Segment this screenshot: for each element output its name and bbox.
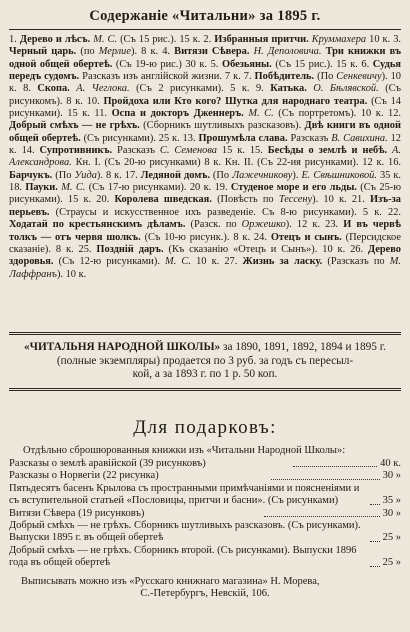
contents-segment: ). 12 к. 23. [285,219,344,231]
contents-segment: 15 к. 15. [216,145,268,157]
contents-segment: (Съ 25-ю рисунками). 15 к. 20. [9,182,401,206]
contents-segment: Пауки. [25,182,58,194]
contents-segment: (По [52,169,75,181]
contents-segment: М. С. [165,256,191,268]
order-address-line-1: Выписывать можно изъ «Русскаго книжнаго магазина» Н. Морева, [21,575,320,587]
contents-segment: М. С. [248,108,274,120]
contents-segment: 10 к. 27. [190,256,243,268]
gift-book-item [9,458,401,470]
contents-segment: (Персидское сказаніе). 8 к. 25. [9,231,401,255]
contents-segment: (Сборникъ шутливыхъ разсказовъ). [139,120,305,132]
contents-segment: (по [76,46,99,58]
notice-title: «ЧИТАЛЬНЯ НАРОДНОЙ ШКОЛЫ» [24,341,221,353]
contents-segment: (По [209,169,233,181]
contents-segment: Сенкевичу [336,71,382,83]
notice-line-3: кой, а за 1893 г. по 1 р. 50 коп. [132,368,278,380]
contents-segment: А. Александрова. [9,145,401,169]
contents-segment: (Разсказъ по [322,256,390,268]
contents-segment: Побѣдитель. [254,71,315,83]
contents-segment: Е. Свѣшниковой. [301,169,377,181]
notice-bottom-rule [9,388,401,391]
contents-segment: Разсказъ изъ англійской жизни. 7 к. 7. [79,71,255,83]
contents-segment: (Къ сказанію «Отецъ и Сынъ»). 10 к. 26. [163,243,368,255]
gift-book-price: 40 к. [380,457,402,469]
contents-segment: (Съ рисункомъ). 8 к. 10. [9,83,401,107]
contents-segment: Ледяной домъ. [140,169,210,181]
gift-book-price: 30 » [382,507,402,519]
contents-segment: (Съ 2 рисунками). 5 к. 9. [129,83,271,95]
contents-segment: (Съ 15 рис.). 15 к. 2. [117,34,215,45]
dot-leader [370,566,380,567]
gift-book-item [9,483,401,508]
page-title: Содержаніе «Читальни» за 1895 г. [89,8,321,24]
gifts-intro: Отдѣльно сброшюрованныя книжки изъ «Читальни Народной Школы»: [23,444,346,456]
contents-segment: Судья передъ судомъ. [9,58,401,83]
contents-segment: (Съ 14 рисунками). 15 к. 11. [9,95,401,120]
contents-segment: ). 8 к. 4. [131,46,175,58]
contents-segment: (Разск. по [185,219,242,231]
subscription-notice [11,341,399,382]
dot-leader [370,504,380,505]
gift-book-item [9,508,401,520]
contents-segment: (Съ рисунками). 25 к. 13. [80,132,199,144]
contents-segment: Поздній даръ. [96,243,164,255]
contents-segment: ). [292,169,302,181]
contents-segment: ). 10 к. 21. [312,194,370,206]
contents-segment: (Страусы и искусственное ихъ разведеніе. Съ 8-ю рисунками). 5 к. 22. [49,206,401,218]
contents-segment: М. Лаффранъ [9,256,401,280]
contents-segment: Тессену [278,194,313,206]
contents-segment: (Съ портретомъ). 10 к. 12. [273,108,401,120]
notice-line-2: (полные экземпляры) продается по 3 руб. за годъ съ пересыл- [56,354,354,367]
dot-leader [264,516,380,517]
contents-segment: (По [314,71,337,83]
contents-segment: (Съ 12-ю рисунками). [53,256,166,268]
contents-segment: ). 10 к. 8. [9,71,401,95]
notice-line-1: за 1890, 1891, 1892, 1894 и 1895 г. [220,341,386,353]
contents-segment: Катька. [270,83,307,95]
contents-segment: Витязи Сѣвера. [174,46,250,58]
contents-segment: Жизнь за ласку. [242,256,323,268]
contents-segment: Три книжки въ одной общей обертеѣ. [9,46,401,70]
contents-segment: (Съ 19-ю рис.) 30 к. 5. [112,58,222,70]
contents-segment: (Съ 17-ю рисунками). 20 к. 19. [85,182,231,194]
gift-book-title: Разсказы о Норвегіи (22 рисунка) [9,470,159,482]
gift-book-price: 30 » [382,470,402,482]
gift-book-title: Витязи Сѣвера (19 рисунковъ) [9,507,145,519]
contents-segment: Мерлие [98,46,131,58]
contents-segment: (Съ 10-ю рисунк.). 8 к. 24. [140,231,271,243]
gift-book-price: 25 » [382,557,401,569]
contents-segment: 35 к. 18. [9,169,401,194]
gift-book-item [9,470,401,482]
contents-segment: Разсказъ [287,132,332,144]
contents-segment: Дерево и лѣсъ. [19,34,91,45]
gift-book-price: 35 » [382,495,401,507]
contents-segment: М. С. [61,182,86,194]
contents-segment: Двѣ книги въ одной общей обертеѣ. [9,120,401,144]
contents-segment: С. Семенова [159,145,217,157]
contents-segment: Избранныя притчи. [214,34,309,45]
contents-segment: 1. [9,34,20,45]
gift-book-item [9,545,401,570]
contents-segment: ). 8 к. 17. [96,169,141,181]
top-rule [9,29,401,30]
contents-segment: Разсказъ [112,145,160,157]
contents-segment: (Повѣсть по [211,194,279,206]
contents-segment: Оржешко [241,219,286,231]
gifts-heading: Для подарковъ: [133,416,277,438]
contents-segment: О. Бѣлявской. [313,83,379,95]
gift-books-list [9,458,401,570]
contents-segment: Круммахера [311,34,367,45]
gift-book-title: Добрый смѣхъ — не грѣхъ. Сборникъ шутливыхъ разсказовъ. (Съ рисунками). Выпуски 1895 г. въ общей обертеѣ [9,519,361,544]
contents-segment: Лажечникову [232,169,293,181]
contents-segment: Изъ-за перьевъ. [9,194,401,218]
contents-segment: Кн. I. (Съ 20-ю рисунками) 8 к. Кн. II. (Съ 22-ия рисунками). 12 к. 16. [71,157,401,169]
gift-book-title: Пятьдесятъ басенъ Крылова съ пространными примѣчаніями и поясненіями и съ вступительной статьей «Пословицы, притчи и басни». (Съ рисунками) [9,482,360,507]
contents-segment: Супротивникъ. [39,145,113,157]
contents-segment: Королева шведская. [114,194,212,206]
order-address-line-2: С.-Петербургъ, Невскій, 106. [140,587,270,599]
contents-segment: ). 10 к. [56,268,87,280]
contents-segment: Отецъ и сынъ. [270,231,342,243]
contents-segment: В. Савихина. [331,132,388,144]
contents-segment: Скопа. [37,83,70,95]
contents-segment: 10 к. 3. [366,34,401,45]
contents-segment: Дерево здоровья. [9,243,401,268]
contents-segment: Студеное море и его льды. [230,182,357,194]
gift-book-title: Разсказы о землѣ аравійской (39 рисунковъ) [9,457,206,469]
contents-segment: Н. Деполовича. [253,46,322,58]
contents-segment: Добрый смѣхъ — не грѣхъ. [9,120,140,132]
contents-segment: М. С. [93,34,118,45]
contents-segment: Прошумѣла слава. [198,132,288,144]
contents-segment: 12 к. 14. [9,132,401,157]
dot-leader [293,466,377,467]
contents-segment: (Съ 15 рис.). 15 к. 6. [271,58,373,70]
contents-segment: Уида [74,169,97,181]
gift-book-item [9,520,401,545]
contents-segment: А. Чеглока. [76,83,130,95]
contents-segment: Обезьяны. [221,58,272,70]
contents-segment: Бесѣды о землѣ и небѣ. [267,145,388,157]
contents-segment: Пройдоха или Кто кого? Шутка для народнаго театра. [103,95,368,107]
contents-segment: Черный царь. [9,46,77,58]
contents-list [9,34,401,328]
contents-segment: Ходатай по крестьянскимъ дѣламъ. [9,219,186,231]
gift-book-title: Добрый смѣхъ — не грѣхъ. Сборникъ второй. (Съ рисунками). Выпуски 1896 года въ общей обертеѣ [9,544,357,569]
dot-leader [271,479,380,480]
dot-leader [370,541,380,542]
notice-top-rule [9,332,401,335]
contents-segment: Барчукъ. [9,169,53,181]
contents-segment: И въ червѣ толкъ — отъ червя шолкъ. [9,219,401,243]
contents-segment: Оспа и докторъ Дженнеръ. [111,108,244,120]
gift-book-price: 25 » [382,532,401,544]
